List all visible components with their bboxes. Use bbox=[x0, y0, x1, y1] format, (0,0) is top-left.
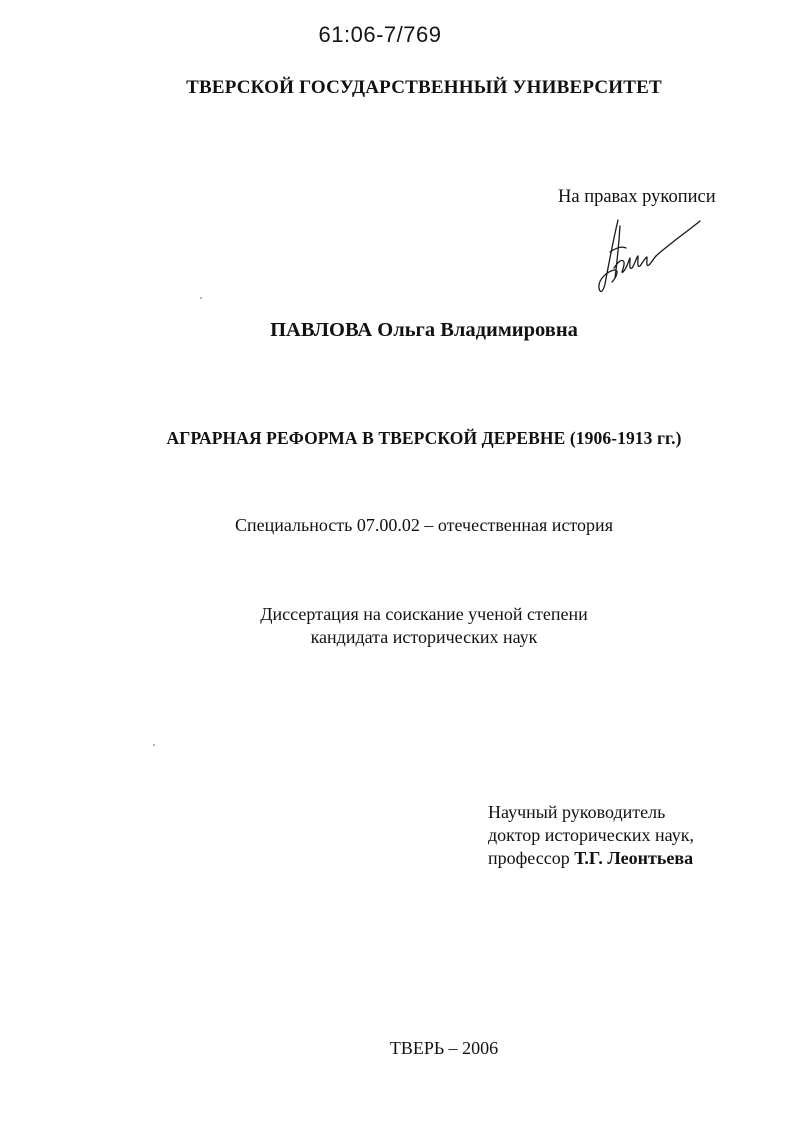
advisor-role: Научный руководитель bbox=[488, 802, 666, 822]
author-name: ПАВЛОВА Ольга Владимировна bbox=[270, 319, 578, 341]
scan-speck bbox=[200, 297, 202, 299]
university-name: ТВЕРСКОЙ ГОСУДАРСТВЕННЫЙ УНИВЕРСИТЕТ bbox=[186, 77, 662, 98]
author-signature bbox=[590, 212, 705, 297]
manuscript-rights-note: На правах рукописи bbox=[558, 187, 716, 207]
library-call-number: 61:06-7/769 bbox=[318, 22, 442, 47]
dissertation-title: АГРАРНАЯ РЕФОРМА В ТВЕРСКОЙ ДЕРЕВНЕ (1906-1913 гг.) bbox=[166, 428, 682, 448]
scan-speck bbox=[153, 744, 155, 746]
city-year: ТВЕРЬ – 2006 bbox=[389, 1038, 499, 1058]
degree-line-1: Диссертация на соискание ученой степени bbox=[260, 604, 588, 624]
specialty-line: Специальность 07.00.02 – отечественная история bbox=[235, 515, 613, 535]
advisor-name: Т.Г. Леонтьева bbox=[574, 848, 694, 868]
degree-line-2: кандидата исторических наук bbox=[310, 627, 538, 647]
advisor-title-line bbox=[488, 848, 693, 869]
advisor-rank: профессор bbox=[488, 848, 575, 868]
advisor-degree: доктор исторических наук, bbox=[488, 825, 694, 845]
